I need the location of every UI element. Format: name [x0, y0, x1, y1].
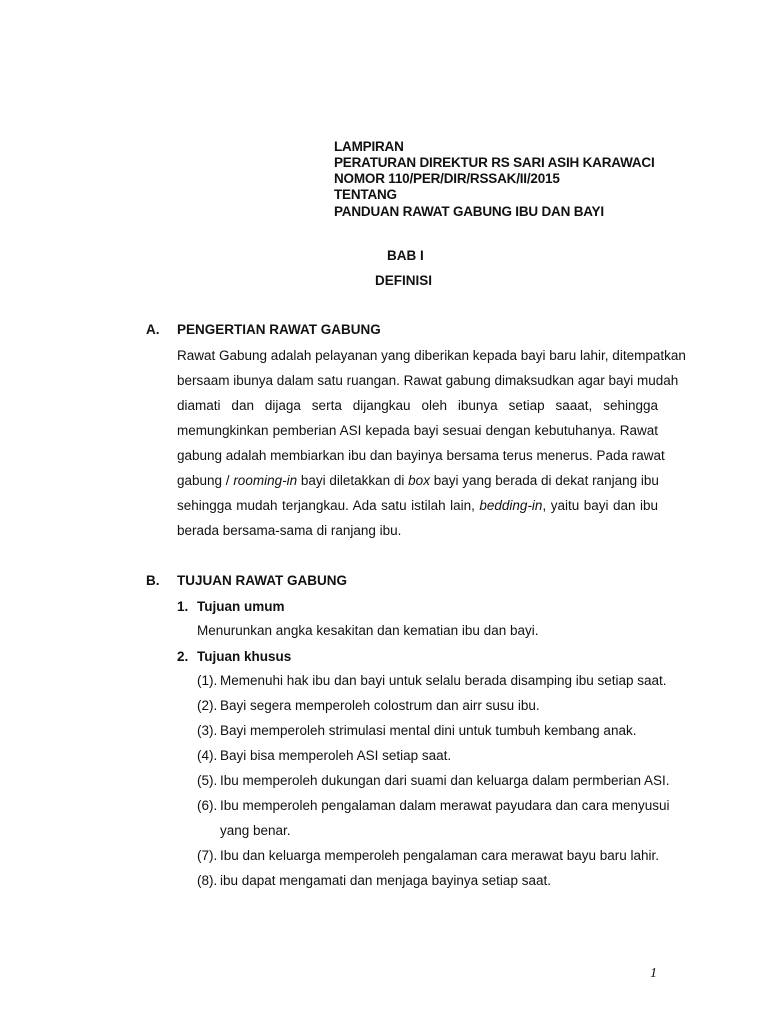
header-line-tentang: TENTANG [334, 187, 397, 202]
paragraph-line [177, 468, 658, 493]
list-item-text: Ibu dan keluarga memperoleh pengalaman cara merawat bayu baru lahir. [220, 848, 660, 863]
list-item-number: (7). [197, 848, 218, 863]
header-line-peraturan: PERATURAN DIREKTUR RS SARI ASIH KARAWACI [334, 155, 655, 170]
paragraph-line: diamati dan dijaga serta dijangkau oleh ibunya setiap saaat, sehingga [177, 398, 658, 413]
header-line-panduan: PANDUAN RAWAT GABUNG IBU DAN BAYI [334, 204, 604, 219]
section-b-title: TUJUAN RAWAT GABUNG [177, 573, 347, 588]
italic-term-rooming-in: rooming-in [233, 473, 298, 488]
list-item-number: (2). [197, 698, 218, 713]
list-item-text: Ibu memperoleh dukungan dari suami dan keluarga dalam permberian ASI. [220, 773, 670, 788]
text-run: bayi yang berada di dekat ranjang ibu [429, 473, 659, 488]
text-run: bayi diletakkan di [297, 473, 409, 488]
paragraph-line: bersaam ibunya dalam satu ruangan. Rawat gabung dimaksudkan agar bayi mudah [177, 373, 679, 388]
section-b-marker: B. [146, 573, 160, 588]
list-item-text: Memenuhi hak ibu dan bayi untuk selalu berada disamping ibu setiap saat. [220, 673, 667, 688]
header-line-nomor: NOMOR 110/PER/DIR/RSSAK/II/2015 [334, 171, 560, 186]
list-item-number: (6). [197, 798, 218, 813]
italic-term-box: box [408, 473, 430, 488]
section-a-marker: A. [146, 322, 160, 337]
chapter-title: DEFINISI [375, 273, 433, 288]
subsection-2-number: 2. [177, 649, 189, 664]
list-item-number: (1). [197, 673, 218, 688]
paragraph-line: berada bersama-sama di ranjang ibu. [177, 523, 402, 538]
list-item-number: (8). [197, 873, 218, 888]
paragraph-line: memungkinkan pemberian ASI kepada bayi sesuai dengan kebutuhanya. Rawat [177, 423, 658, 438]
subsection-2-title: Tujuan khusus [197, 649, 292, 664]
paragraph-line: Rawat Gabung adalah pelayanan yang diberikan kepada bayi baru lahir, ditempatkan [177, 348, 686, 363]
section-a-title: PENGERTIAN RAWAT GABUNG [177, 322, 381, 337]
text-run: gabung / [177, 473, 234, 488]
italic-term-bedding-in: bedding-in [479, 498, 543, 513]
list-item-continuation: yang benar. [220, 823, 291, 838]
list-item-number: (5). [197, 773, 218, 788]
paragraph-line [177, 493, 658, 518]
text-run: sehingga mudah terjangkau. Ada satu istilah lain, [177, 498, 480, 513]
list-item-number: (4). [197, 748, 218, 763]
chapter-number: BAB I [387, 248, 424, 263]
list-item-text: Bayi bisa memperoleh ASI setiap saat. [220, 748, 452, 763]
subsection-1-title: Tujuan umum [197, 599, 285, 614]
list-item-text: ibu dapat mengamati dan menjaga bayinya setiap saat. [220, 873, 551, 888]
list-item-text: Bayi memperoleh strimulasi mental dini untuk tumbuh kembang anak. [220, 723, 637, 738]
page-number: 1 [650, 966, 657, 981]
list-item-text: Bayi segera memperoleh colostrum dan airr susu ibu. [220, 698, 540, 713]
subsection-1-text: Menurunkan angka kesakitan dan kematian ibu dan bayi. [197, 623, 539, 638]
text-run: , yaitu bayi dan ibu [542, 498, 658, 513]
subsection-1-number: 1. [177, 599, 189, 614]
paragraph-line: gabung adalah membiarkan ibu dan bayinya bersama terus menerus. Pada rawat [177, 448, 665, 463]
header-line-lampiran: LAMPIRAN [334, 139, 404, 154]
list-item-text: Ibu memperoleh pengalaman dalam merawat payudara dan cara menyusui [220, 798, 670, 813]
list-item-number: (3). [197, 723, 218, 738]
